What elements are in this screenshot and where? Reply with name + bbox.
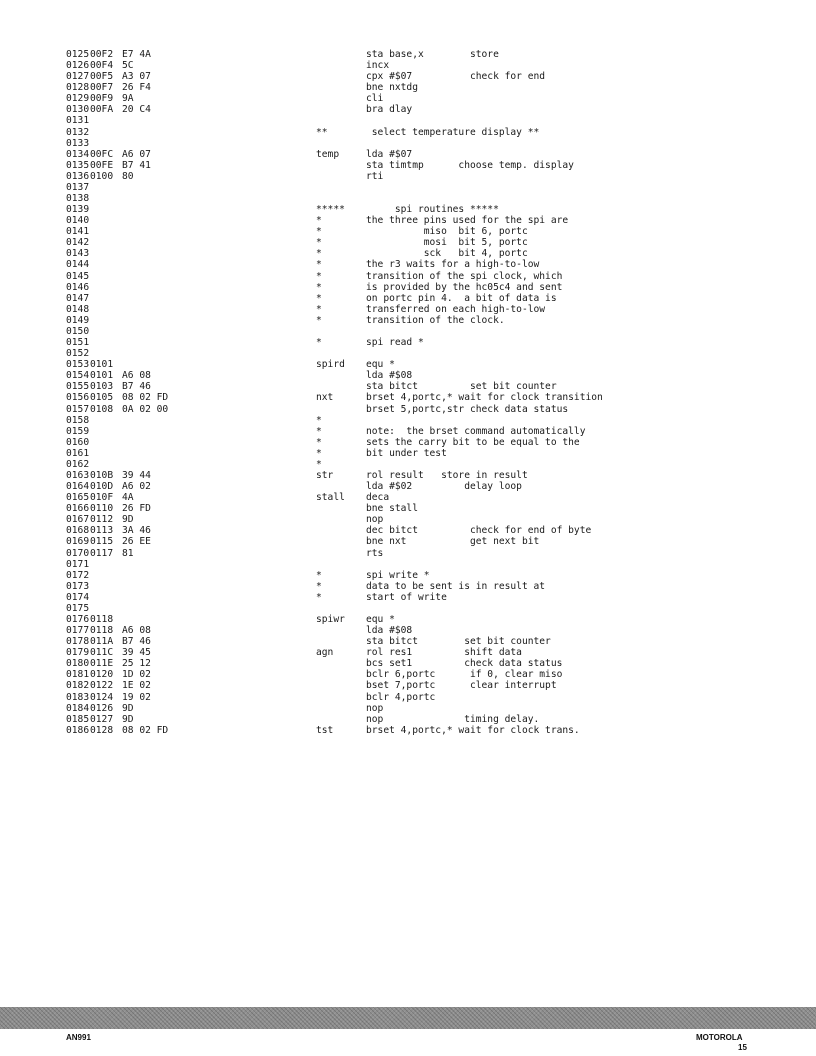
line-number: 0152 <box>66 348 90 360</box>
address: 00FE <box>90 159 114 171</box>
object-code: 5C <box>122 60 134 72</box>
address: 0112 <box>90 514 114 526</box>
document-id: AN991 <box>66 1033 91 1042</box>
source-label: tst <box>316 724 334 736</box>
address: 010B <box>90 469 114 481</box>
source-label: spird <box>316 359 345 371</box>
instruction: incx <box>366 60 390 72</box>
line-number: 0176 <box>66 613 90 625</box>
instruction: equ * <box>366 359 395 371</box>
line-number: 0129 <box>66 93 90 105</box>
source-label: * <box>316 259 322 271</box>
address: 0126 <box>90 702 114 714</box>
source-label: * <box>316 314 322 326</box>
line-number: 0136 <box>66 170 90 182</box>
object-code: 25 12 <box>122 658 151 670</box>
object-code: 1E 02 <box>122 680 151 692</box>
address: 0118 <box>90 625 114 637</box>
address: 0100 <box>90 170 114 182</box>
instruction: nop timing delay. <box>366 713 540 725</box>
instruction: bclr 6,portc if 0, clear miso <box>366 669 563 681</box>
address: 0105 <box>90 392 114 404</box>
source-label: * <box>316 458 322 470</box>
source-label: * <box>316 591 322 603</box>
object-code: 9A <box>122 93 134 105</box>
source-label: nxt <box>316 392 334 404</box>
source-label: agn <box>316 647 334 659</box>
instruction: rol res1 shift data <box>366 647 522 659</box>
address: 0122 <box>90 680 114 692</box>
object-code: A6 07 <box>122 148 151 160</box>
line-number: 0185 <box>66 713 90 725</box>
line-number: 0151 <box>66 337 90 349</box>
instruction: mosi bit 5, portc <box>366 237 528 249</box>
instruction: nop <box>366 514 384 526</box>
instruction: bra dlay <box>366 104 413 116</box>
instruction: sta timtmp choose temp. display <box>366 159 574 171</box>
line-number: 0142 <box>66 237 90 249</box>
source-label: str <box>316 469 334 481</box>
instruction: bclr 4,portc <box>366 691 436 703</box>
line-number: 0154 <box>66 370 90 382</box>
instruction: is provided by the hc05c4 and sent <box>366 281 563 293</box>
line-number: 0186 <box>66 724 90 736</box>
instruction: miso bit 6, portc <box>366 226 528 238</box>
source-label: * <box>316 237 322 249</box>
line-number: 0179 <box>66 647 90 659</box>
instruction: brset 5,portc,str check data status <box>366 403 569 415</box>
object-code: B7 46 <box>122 381 151 393</box>
line-number: 0135 <box>66 159 90 171</box>
address: 0113 <box>90 525 114 537</box>
object-code: 9D <box>122 702 134 714</box>
line-number: 0164 <box>66 481 90 493</box>
instruction: spi read * <box>366 337 424 349</box>
source-label: * <box>316 436 322 448</box>
line-number: 0148 <box>66 303 90 315</box>
line-number: 0156 <box>66 392 90 404</box>
address: 0118 <box>90 613 114 625</box>
instruction: the three pins used for the spi are <box>366 215 569 227</box>
line-number: 0173 <box>66 580 90 592</box>
line-number: 0177 <box>66 625 90 637</box>
line-number: 0144 <box>66 259 90 271</box>
instruction: sets the carry bit to be equal to the <box>366 436 580 448</box>
object-code: 19 02 <box>122 691 151 703</box>
footer-band <box>0 1007 816 1029</box>
address: 0101 <box>90 359 114 371</box>
instruction: on portc pin 4. a bit of data is <box>366 292 557 304</box>
address: 011E <box>90 658 114 670</box>
address: 0120 <box>90 669 114 681</box>
line-number: 0168 <box>66 525 90 537</box>
instruction: start of write <box>366 591 447 603</box>
address: 00F7 <box>90 82 114 94</box>
source-label: * <box>316 337 322 349</box>
line-number: 0147 <box>66 292 90 304</box>
object-code: 08 02 FD <box>122 392 169 404</box>
address: 010F <box>90 492 114 504</box>
source-label: * <box>316 580 322 592</box>
line-number: 0150 <box>66 325 90 337</box>
line-number: 0167 <box>66 514 90 526</box>
line-number: 0178 <box>66 636 90 648</box>
object-code: A3 07 <box>122 71 151 83</box>
line-number: 0134 <box>66 148 90 160</box>
line-number: 0149 <box>66 314 90 326</box>
source-label: * <box>316 226 322 238</box>
line-number: 0159 <box>66 425 90 437</box>
object-code: 39 45 <box>122 647 151 659</box>
object-code: 26 FD <box>122 503 151 515</box>
line-number: 0171 <box>66 558 90 570</box>
instruction: lda #$02 delay loop <box>366 481 522 493</box>
address: 0108 <box>90 403 114 415</box>
line-number: 0172 <box>66 569 90 581</box>
source-label: * <box>316 270 322 282</box>
line-number: 0141 <box>66 226 90 238</box>
instruction: the r3 waits for a high-to-low <box>366 259 540 271</box>
instruction: lda #$08 <box>366 625 413 637</box>
address: 011C <box>90 647 114 659</box>
instruction: lda #$07 <box>366 148 413 160</box>
source-label: stall <box>316 492 345 504</box>
line-number: 0160 <box>66 436 90 448</box>
line-number: 0183 <box>66 691 90 703</box>
object-code: 20 C4 <box>122 104 151 116</box>
instruction: rol result store in result <box>366 469 528 481</box>
source-label: * <box>316 414 322 426</box>
instruction: bne nxtdg <box>366 82 418 94</box>
instruction: transition of the clock. <box>366 314 505 326</box>
address: 00F4 <box>90 60 114 72</box>
instruction: bne nxt get next bit <box>366 536 540 548</box>
source-label: * <box>316 281 322 293</box>
object-code: B7 41 <box>122 159 151 171</box>
instruction: sck bit 4, portc <box>366 248 528 260</box>
address: 00FC <box>90 148 114 160</box>
instruction: transferred on each high-to-low <box>366 303 546 315</box>
source-label: * <box>316 447 322 459</box>
instruction: bne stall <box>366 503 418 515</box>
line-number: 0137 <box>66 181 90 193</box>
object-code: 26 F4 <box>122 82 151 94</box>
line-number: 0169 <box>66 536 90 548</box>
object-code: 0A 02 00 <box>122 403 169 415</box>
address: 0103 <box>90 381 114 393</box>
object-code: 1D 02 <box>122 669 151 681</box>
line-number: 0128 <box>66 82 90 94</box>
instruction: select temperature display ** <box>366 126 540 138</box>
address: 011A <box>90 636 114 648</box>
line-number: 0139 <box>66 204 90 216</box>
object-code: 81 <box>122 547 134 559</box>
line-number: 0140 <box>66 215 90 227</box>
instruction: transition of the spi clock, which <box>366 270 563 282</box>
instruction: bit under test <box>366 447 447 459</box>
instruction: data to be sent is in result at <box>366 580 546 592</box>
object-code: A6 08 <box>122 370 151 382</box>
instruction: brset 4,portc,* wait for clock transition <box>366 392 603 404</box>
object-code: B7 46 <box>122 636 151 648</box>
line-number: 0181 <box>66 669 90 681</box>
object-code: 08 02 FD <box>122 724 169 736</box>
line-number: 0182 <box>66 680 90 692</box>
line-number: 0130 <box>66 104 90 116</box>
instruction: lda #$08 <box>366 370 413 382</box>
object-code: A6 02 <box>122 481 151 493</box>
address: 00F9 <box>90 93 114 105</box>
object-code: 80 <box>122 170 134 182</box>
line-number: 0157 <box>66 403 90 415</box>
object-code: 26 EE <box>122 536 151 548</box>
object-code: 3A 46 <box>122 525 151 537</box>
address: 00FA <box>90 104 114 116</box>
object-code: E7 4A <box>122 49 151 60</box>
line-number: 0161 <box>66 447 90 459</box>
line-number: 0125 <box>66 49 90 60</box>
address: 0124 <box>90 691 114 703</box>
instruction: spi write * <box>366 569 430 581</box>
source-label: * <box>316 303 322 315</box>
address: 010D <box>90 481 114 493</box>
object-code: 39 44 <box>122 469 151 481</box>
source-label: * <box>316 425 322 437</box>
address: 0127 <box>90 713 114 725</box>
line-number: 0132 <box>66 126 90 138</box>
instruction: equ * <box>366 613 395 625</box>
line-number: 0133 <box>66 137 90 149</box>
line-number: 0131 <box>66 115 90 127</box>
address: 0115 <box>90 536 114 548</box>
instruction: note: the brset command automatically <box>366 425 586 437</box>
instruction: sta bitct set bit counter <box>366 381 557 393</box>
source-label: ***** <box>316 204 345 216</box>
instruction: deca <box>366 492 390 504</box>
source-label: * <box>316 292 322 304</box>
line-number: 0155 <box>66 381 90 393</box>
address: 00F5 <box>90 71 114 83</box>
instruction: rti <box>366 170 384 182</box>
line-number: 0174 <box>66 591 90 603</box>
instruction: bset 7,portc clear interrupt <box>366 680 557 692</box>
instruction: cli <box>366 93 384 105</box>
address: 0117 <box>90 547 114 559</box>
line-number: 0165 <box>66 492 90 504</box>
object-code: 9D <box>122 713 134 725</box>
source-label: ** <box>316 126 328 138</box>
source-label: * <box>316 569 322 581</box>
instruction: rts <box>366 547 384 559</box>
object-code: A6 08 <box>122 625 151 637</box>
instruction: sta base,x store <box>366 49 499 60</box>
line-number: 0158 <box>66 414 90 426</box>
instruction: brset 4,portc,* wait for clock trans. <box>366 724 580 736</box>
line-number: 0145 <box>66 270 90 282</box>
object-code: 9D <box>122 514 134 526</box>
page-number: 15 <box>738 1043 747 1052</box>
instruction: sta bitct set bit counter <box>366 636 551 648</box>
instruction: spi routines ***** <box>366 204 499 216</box>
source-label: * <box>316 248 322 260</box>
line-number: 0163 <box>66 469 90 481</box>
line-number: 0162 <box>66 458 90 470</box>
source-label: * <box>316 215 322 227</box>
line-number: 0166 <box>66 503 90 515</box>
publisher-name: MOTOROLA <box>696 1033 743 1042</box>
address: 00F2 <box>90 49 114 60</box>
address: 0128 <box>90 724 114 736</box>
instruction: bcs set1 check data status <box>366 658 563 670</box>
address: 0101 <box>90 370 114 382</box>
line-number: 0146 <box>66 281 90 293</box>
instruction: cpx #$07 check for end <box>366 71 546 83</box>
instruction: nop <box>366 702 384 714</box>
object-code: 4A <box>122 492 134 504</box>
address: 0110 <box>90 503 114 515</box>
line-number: 0138 <box>66 193 90 205</box>
line-number: 0175 <box>66 602 90 614</box>
line-number: 0153 <box>66 359 90 371</box>
line-number: 0127 <box>66 71 90 83</box>
line-number: 0126 <box>66 60 90 72</box>
line-number: 0180 <box>66 658 90 670</box>
line-number: 0170 <box>66 547 90 559</box>
source-label: spiwr <box>316 613 345 625</box>
line-number: 0184 <box>66 702 90 714</box>
instruction: dec bitct check for end of byte <box>366 525 592 537</box>
source-label: temp <box>316 148 340 160</box>
line-number: 0143 <box>66 248 90 260</box>
